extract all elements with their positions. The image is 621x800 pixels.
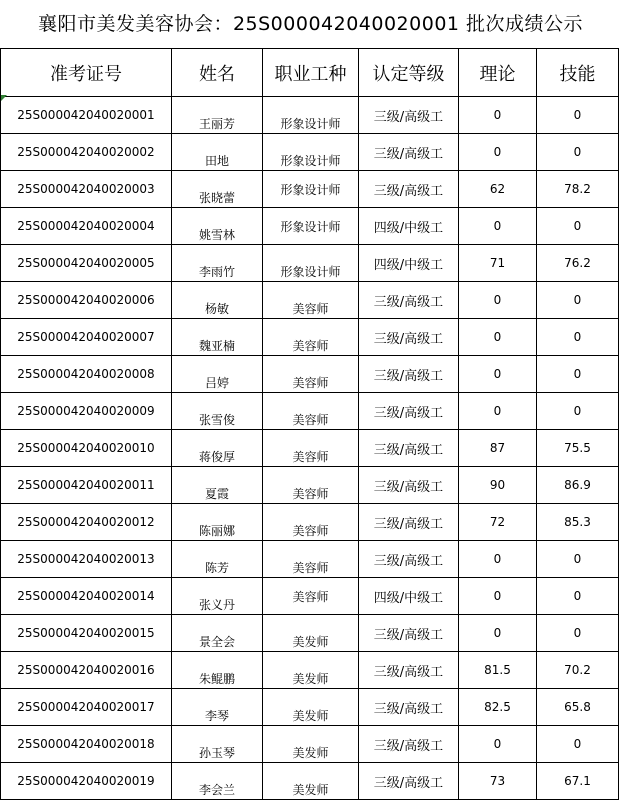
table-row (1, 282, 619, 319)
cell-exam-id: 25S000042040020016 (1, 652, 172, 689)
table-row (1, 171, 619, 208)
cell-exam-id: 25S000042040020014 (1, 578, 172, 615)
cell-name: 田地 (172, 134, 263, 171)
table-row (1, 319, 619, 356)
cell-skill: 0 (537, 282, 619, 319)
cell-exam-id: 25S000042040020015 (1, 615, 172, 652)
cell-theory: 0 (459, 393, 537, 430)
cell-comment-marker (1, 95, 7, 101)
cell-name: 杨敏 (172, 282, 263, 319)
cell-skill: 76.2 (537, 245, 619, 282)
cell-exam-id: 25S000042040020002 (1, 134, 172, 171)
cell-theory: 0 (459, 208, 537, 245)
table-row (1, 97, 619, 134)
cell-exam-id: 25S000042040020004 (1, 208, 172, 245)
table-row (1, 356, 619, 393)
header-row (1, 49, 619, 97)
table-row (1, 578, 619, 615)
cell-skill: 0 (537, 208, 619, 245)
cell-level: 四级/中级工 (359, 578, 459, 615)
cell-theory: 87 (459, 430, 537, 467)
cell-exam-id: 25S000042040020009 (1, 393, 172, 430)
cell-theory: 72 (459, 504, 537, 541)
cell-theory: 0 (459, 319, 537, 356)
cell-name: 李琴 (172, 689, 263, 726)
cell-level: 三级/高级工 (359, 356, 459, 393)
cell-name: 李会兰 (172, 763, 263, 800)
cell-skill: 0 (537, 356, 619, 393)
cell-job: 美容师 (263, 541, 359, 578)
cell-job: 形象设计师 (263, 134, 359, 171)
cell-skill: 0 (537, 319, 619, 356)
cell-theory: 0 (459, 134, 537, 171)
cell-skill: 65.8 (537, 689, 619, 726)
cell-job: 美容师 (263, 393, 359, 430)
table-row (1, 208, 619, 245)
cell-exam-id: 25S000042040020006 (1, 282, 172, 319)
cell-name: 景全会 (172, 615, 263, 652)
cell-level: 三级/高级工 (359, 171, 459, 208)
cell-theory: 0 (459, 356, 537, 393)
table-row (1, 541, 619, 578)
cell-level: 三级/高级工 (359, 615, 459, 652)
cell-name: 陈丽娜 (172, 504, 263, 541)
cell-name: 陈芳 (172, 541, 263, 578)
cell-name: 夏霞 (172, 467, 263, 504)
cell-job: 形象设计师 (263, 171, 359, 208)
cell-skill: 78.2 (537, 171, 619, 208)
header-exam-id: 准考证号 (1, 49, 172, 97)
cell-skill: 67.1 (537, 763, 619, 800)
cell-exam-id: 25S000042040020008 (1, 356, 172, 393)
cell-job: 美容师 (263, 356, 359, 393)
table-row (1, 504, 619, 541)
cell-theory: 0 (459, 97, 537, 134)
cell-theory: 0 (459, 541, 537, 578)
cell-job: 美容师 (263, 319, 359, 356)
cell-name: 朱鲲鹏 (172, 652, 263, 689)
cell-job: 美发师 (263, 689, 359, 726)
cell-name: 魏亚楠 (172, 319, 263, 356)
cell-name: 李雨竹 (172, 245, 263, 282)
header-theory: 理论 (459, 49, 537, 97)
cell-level: 三级/高级工 (359, 652, 459, 689)
cell-exam-id: 25S000042040020010 (1, 430, 172, 467)
cell-theory: 0 (459, 726, 537, 763)
table-row (1, 763, 619, 800)
cell-skill: 0 (537, 615, 619, 652)
cell-level: 三级/高级工 (359, 689, 459, 726)
cell-name: 王丽芳 (172, 97, 263, 134)
cell-exam-id: 25S000042040020013 (1, 541, 172, 578)
cell-job: 美发师 (263, 763, 359, 800)
cell-name: 张雪俊 (172, 393, 263, 430)
cell-name: 蒋俊厚 (172, 430, 263, 467)
cell-level: 三级/高级工 (359, 541, 459, 578)
cell-job: 美容师 (263, 467, 359, 504)
header-skill: 技能 (537, 49, 619, 97)
cell-exam-id: 25S000042040020019 (1, 763, 172, 800)
cell-job: 美容师 (263, 282, 359, 319)
cell-job: 美容师 (263, 430, 359, 467)
cell-name: 张晓蕾 (172, 171, 263, 208)
table-row (1, 245, 619, 282)
table-row (1, 134, 619, 171)
table-row (1, 393, 619, 430)
cell-name: 孙玉琴 (172, 726, 263, 763)
cell-skill: 0 (537, 393, 619, 430)
cell-level: 三级/高级工 (359, 393, 459, 430)
cell-level: 三级/高级工 (359, 467, 459, 504)
cell-skill: 0 (537, 541, 619, 578)
cell-level: 三级/高级工 (359, 504, 459, 541)
cell-name: 吕婷 (172, 356, 263, 393)
table-row (1, 467, 619, 504)
cell-exam-id: 25S000042040020005 (1, 245, 172, 282)
table-row (1, 615, 619, 652)
cell-level: 三级/高级工 (359, 134, 459, 171)
cell-theory: 81.5 (459, 652, 537, 689)
cell-skill: 0 (537, 97, 619, 134)
cell-skill: 0 (537, 726, 619, 763)
cell-exam-id: 25S000042040020012 (1, 504, 172, 541)
cell-theory: 73 (459, 763, 537, 800)
cell-skill: 75.5 (537, 430, 619, 467)
cell-skill: 86.9 (537, 467, 619, 504)
cell-skill: 0 (537, 578, 619, 615)
cell-job: 形象设计师 (263, 208, 359, 245)
header-job: 职业工种 (263, 49, 359, 97)
cell-exam-id: 25S000042040020001 (1, 97, 172, 134)
cell-exam-id: 25S000042040020018 (1, 726, 172, 763)
table-row (1, 726, 619, 763)
cell-job: 形象设计师 (263, 97, 359, 134)
cell-skill: 0 (537, 134, 619, 171)
cell-exam-id: 25S000042040020011 (1, 467, 172, 504)
table-row (1, 430, 619, 467)
cell-level: 三级/高级工 (359, 97, 459, 134)
table-row (1, 689, 619, 726)
cell-theory: 82.5 (459, 689, 537, 726)
cell-level: 三级/高级工 (359, 430, 459, 467)
cell-level: 四级/中级工 (359, 245, 459, 282)
cell-theory: 90 (459, 467, 537, 504)
cell-level: 三级/高级工 (359, 282, 459, 319)
cell-skill: 70.2 (537, 652, 619, 689)
cell-job: 美发师 (263, 615, 359, 652)
cell-job: 美容师 (263, 504, 359, 541)
header-level: 认定等级 (359, 49, 459, 97)
table-body (1, 97, 619, 800)
cell-level: 三级/高级工 (359, 319, 459, 356)
cell-theory: 0 (459, 615, 537, 652)
cell-theory: 71 (459, 245, 537, 282)
cell-exam-id: 25S000042040020017 (1, 689, 172, 726)
cell-job: 美容师 (263, 578, 359, 615)
page-title: 襄阳市美发美容协会：25S000042040020001 批次成绩公示 (37, 13, 584, 35)
cell-level: 四级/中级工 (359, 208, 459, 245)
cell-name: 张义丹 (172, 578, 263, 615)
cell-job: 美发师 (263, 726, 359, 763)
table-row (1, 652, 619, 689)
cell-theory: 0 (459, 578, 537, 615)
cell-level: 三级/高级工 (359, 763, 459, 800)
cell-job: 形象设计师 (263, 245, 359, 282)
cell-exam-id: 25S000042040020003 (1, 171, 172, 208)
scores-table (0, 48, 619, 800)
cell-job: 美发师 (263, 652, 359, 689)
cell-level: 三级/高级工 (359, 726, 459, 763)
header-name: 姓名 (172, 49, 263, 97)
cell-skill: 85.3 (537, 504, 619, 541)
cell-theory: 62 (459, 171, 537, 208)
cell-exam-id: 25S000042040020007 (1, 319, 172, 356)
cell-name: 姚雪林 (172, 208, 263, 245)
cell-theory: 0 (459, 282, 537, 319)
